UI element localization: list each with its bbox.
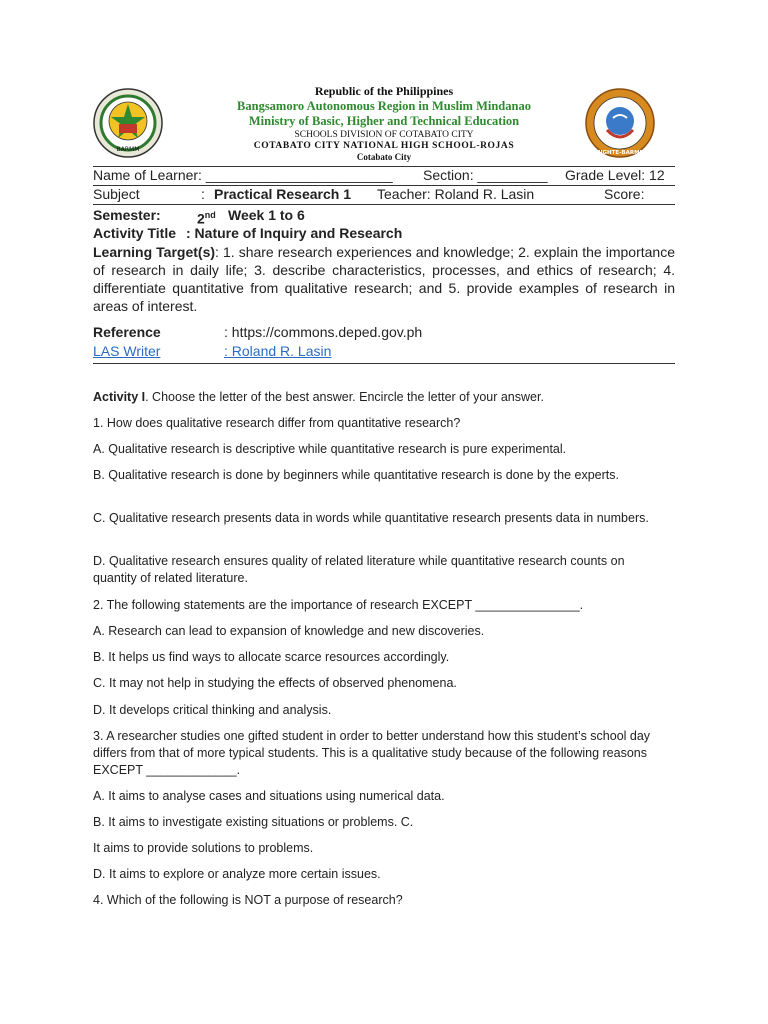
activity-instruction: [93, 389, 653, 406]
semester-number: 2: [197, 210, 205, 227]
answer-option[interactable]: B. It helps us find ways to allocate scarce resources accordingly.: [93, 650, 450, 664]
answer-option[interactable]: D. It develops critical thinking and analysis.: [93, 703, 332, 717]
activity-label: Activity I: [93, 390, 146, 404]
header-line-1: Republic of the Philippines: [314, 84, 454, 98]
answer-option[interactable]: D. It aims to explore or analyze more certain issues.: [93, 867, 381, 881]
header-line-3: Ministry of Basic, Higher and Technical Education: [248, 114, 520, 128]
semester-label: Semester:: [93, 207, 161, 223]
reference-label: Reference: [93, 324, 161, 340]
learning-target-label: Learning Target(s): [93, 244, 216, 260]
subject-label: Subject: [93, 186, 140, 202]
right-seal-text: MIGHTE-BARMM: [594, 150, 646, 156]
letterhead: [0, 84, 768, 163]
writer-label[interactable]: LAS Writer: [93, 343, 161, 359]
question-line: 3. A researcher studies one gifted student in order to better understand how this student’s school day differs from that of more typical students. This is a qualitative study because of the following reasons EXCEPT _____________.: [93, 729, 651, 777]
score-field: Score:: [604, 186, 645, 202]
learning-targets: [93, 243, 675, 315]
learning-target-text: : 1. share research experiences and knowledge; 2. explain the importance of research in daily life; 3. describe characteristics, processes, and ethics of research; 4. differentiate quantitative from qualitative research; and 5. provide examples of research in areas of interest.: [93, 244, 675, 314]
activity-title-value: : Nature of Inquiry and Research: [186, 225, 403, 241]
answer-option[interactable]: B. It aims to investigate existing situations or problems. C.: [93, 815, 414, 829]
header-line-6: Cotabato City: [356, 152, 412, 162]
header-line-4: SCHOOLS DIVISION OF COTABATO CITY: [294, 130, 474, 140]
subject-value: Practical Research 1: [214, 186, 351, 202]
answer-option[interactable]: B. Qualitative research is done by beginners while quantitative research is done by the experts.: [93, 468, 619, 482]
header-line-2: Bangsamoro Autonomous Region in Muslim Mindanao: [237, 99, 531, 113]
semester-ordinal: nd: [204, 210, 216, 220]
header-line-5: COTABATO CITY NATIONAL HIGH SCHOOL-ROJAS: [253, 141, 515, 151]
answer-option[interactable]: C. It may not help in studying the effects of observed phenomena.: [93, 676, 457, 690]
question-line: 1. How does qualitative research differ from quantitative research?: [93, 416, 461, 430]
answer-option[interactable]: It aims to provide solutions to problems.: [93, 841, 314, 855]
writer-value[interactable]: : Roland R. Lasin: [224, 343, 332, 359]
answer-option[interactable]: A. Research can lead to expansion of knowledge and new discoveries.: [93, 624, 485, 638]
learner-name-field: Name of Learner: ________________________: [93, 167, 393, 183]
teacher-field: Teacher: Roland R. Lasin: [377, 186, 535, 202]
answer-option[interactable]: A. Qualitative research is descriptive while quantitative research is pure experimental.: [93, 442, 567, 456]
question-line: 2. The following statements are the importance of research EXCEPT _______________.: [93, 598, 584, 612]
divider: [93, 204, 675, 205]
divider: [93, 363, 675, 364]
week-range: Week 1 to 6: [228, 207, 305, 223]
subject-colon: :: [201, 186, 205, 202]
question-line: 4. Which of the following is NOT a purpose of research?: [93, 893, 403, 907]
answer-option[interactable]: A. It aims to analyse cases and situations using numerical data.: [93, 789, 445, 803]
section-field: Section: _________: [423, 167, 548, 183]
grade-level-field: Grade Level: 12: [565, 167, 665, 183]
activity-instruction-text: . Choose the letter of the best answer. Encircle the letter of your answer.: [145, 390, 544, 404]
activity-title-label: Activity Title: [93, 225, 176, 241]
left-seal-text: BARMM: [116, 146, 140, 153]
answer-option[interactable]: C. Qualitative research presents data in words while quantitative research presents data in numbers.: [93, 511, 649, 525]
reference-value: : https://commons.deped.gov.ph: [224, 324, 423, 340]
answer-option[interactable]: D. Qualitative research ensures quality of related literature while quantitative research counts on quantity of related literature.: [93, 554, 625, 585]
